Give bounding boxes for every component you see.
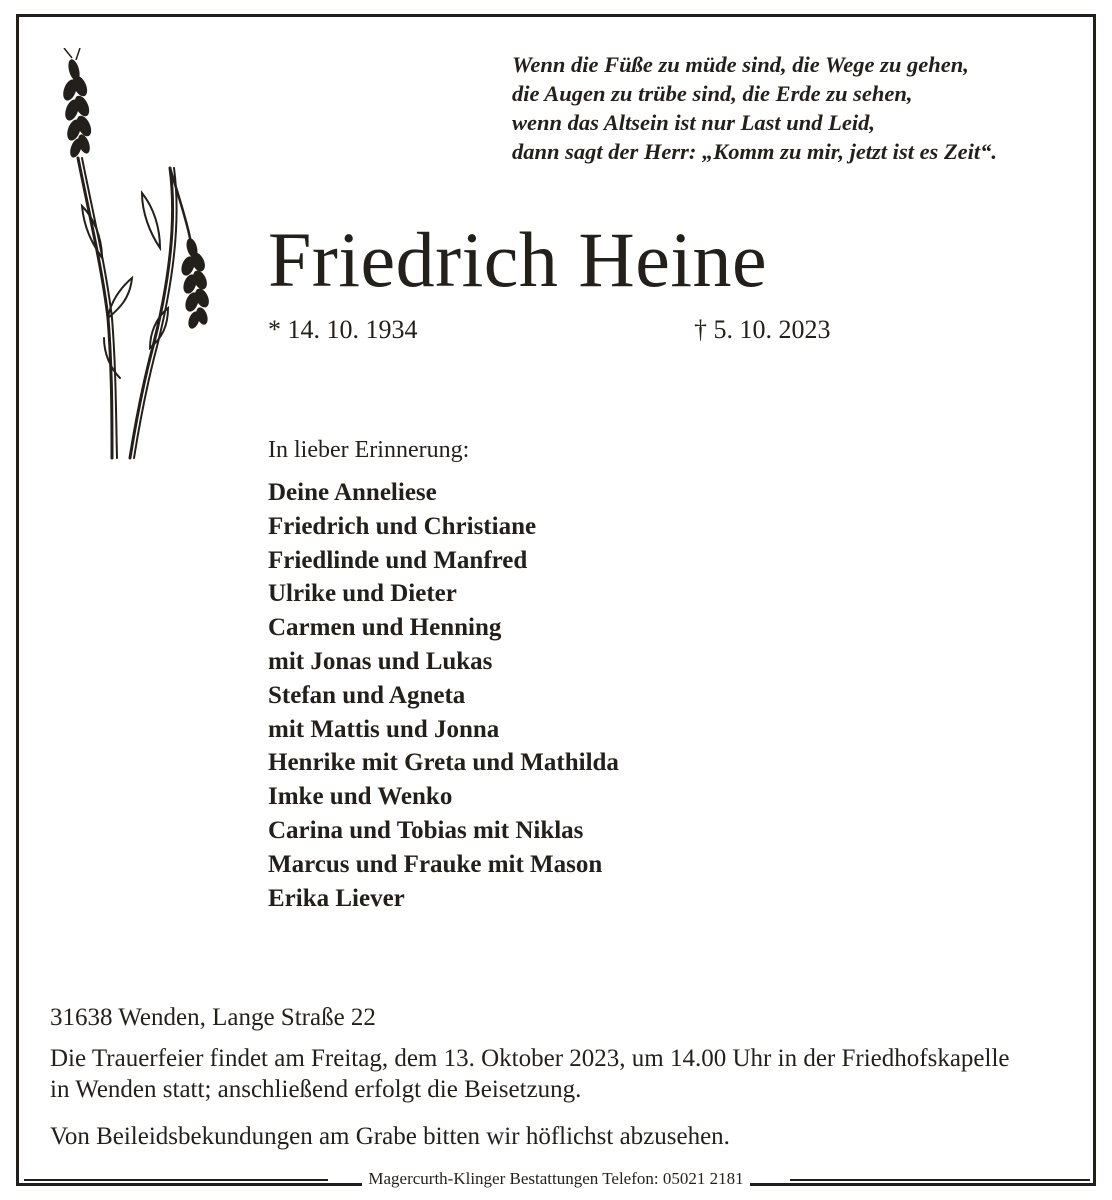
footer xyxy=(0,1167,1112,1191)
ceremony-line: Die Trauerfeier findet am Freitag, dem 13. Oktober 2023, um 14.00 Uhr in der Friedhofskapelle xyxy=(50,1045,1010,1072)
poem-line: dann sagt der Herr: „Komm zu mir, jetzt ist es Zeit“. xyxy=(512,139,998,164)
list-item: Deine Anneliese xyxy=(268,479,437,506)
list-item: Henrike mit Greta und Mathilda xyxy=(268,749,619,777)
death-date: † 5. 10. 2023 xyxy=(694,315,831,344)
list-item: Imke und Wenko xyxy=(268,783,453,811)
memory-label: In lieber Erinnerung: xyxy=(268,437,470,463)
list-item: mit Mattis und Jonna xyxy=(268,715,500,743)
list-item: Erika Liever xyxy=(268,884,405,912)
list-item: Ulrike und Dieter xyxy=(268,580,457,608)
list-item: mit Jonas und Lukas xyxy=(268,647,493,675)
ceremony-line: in Wenden statt; anschließend erfolgt die Beisetzung. xyxy=(50,1076,582,1103)
list-item: Carina und Tobias mit Niklas xyxy=(268,816,584,844)
poem xyxy=(512,50,997,166)
footer-text: Magercurth-Klinger Bestattungen Telefon: 05021 2181 xyxy=(362,1169,749,1188)
birth-date: * 14. 10. 1934 xyxy=(268,315,418,344)
deceased-name: Friedrich Heine xyxy=(268,216,768,303)
list-item: Carmen und Henning xyxy=(268,614,502,642)
poem-line: wenn das Altsein ist nur Last und Leid, xyxy=(512,110,876,135)
poem-line: Wenn die Füße zu müde sind, die Wege zu gehen, xyxy=(512,52,969,77)
ceremony-info xyxy=(50,1043,1080,1105)
mourners-list xyxy=(268,476,619,915)
list-item: Marcus und Frauke mit Mason xyxy=(268,850,603,878)
list-item: Friedlinde und Manfred xyxy=(268,546,528,574)
list-item: Friedrich und Christiane xyxy=(268,512,537,540)
condolence-note: Von Beileidsbekundungen am Grabe bitten wir höflichst abzusehen. xyxy=(50,1123,730,1150)
wheat-ears-icon xyxy=(50,48,240,468)
list-item: Stefan und Agneta xyxy=(268,681,466,709)
poem-line: die Augen zu trübe sind, die Erde zu sehen, xyxy=(512,81,913,106)
address: 31638 Wenden, Lange Straße 22 xyxy=(50,1004,376,1031)
